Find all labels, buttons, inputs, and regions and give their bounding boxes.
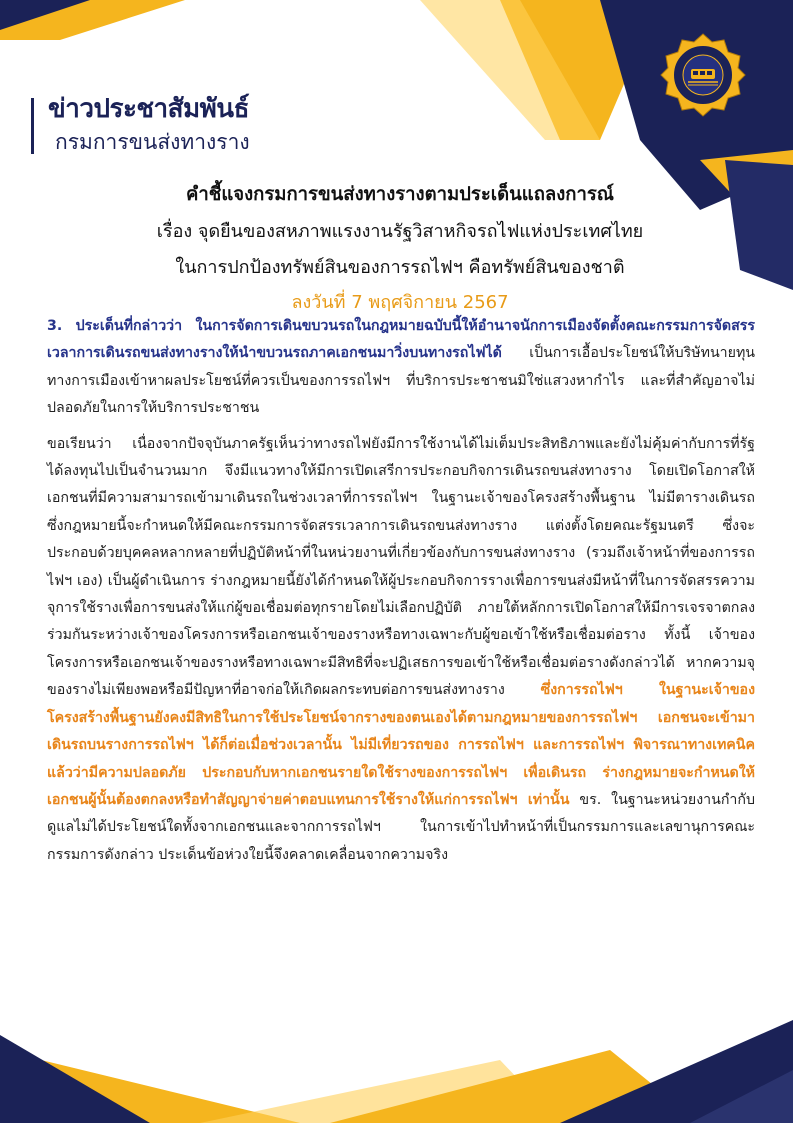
paragraph-1 bbox=[47, 313, 755, 423]
header-title: ข่าวประชาสัมพันธ์ bbox=[48, 94, 249, 124]
title-line-1: คำชี้แจงกรมการขนส่งทางรางตามประเด็นแถลงการณ์ bbox=[186, 184, 614, 205]
deco-right-navy-2 bbox=[725, 160, 793, 290]
title-line-3: ในการปกป้องทรัพย์สินของการรถไฟฯ คือทรัพย์สินของชาติ bbox=[175, 257, 625, 278]
body-text bbox=[47, 313, 755, 877]
title-line-2: เรื่อง จุดยืนของสหภาพแรงงานรัฐวิสาหกิจรถไฟแห่งประเทศไทย bbox=[156, 221, 644, 242]
paragraph-1-highlight: 3. ประเด็นที่กล่าวว่า ในการจัดการเดินขบวนรถในกฎหมายฉบับนี้ให้อำนาจนักการเมืองจัดตั้งคณะกรรมการจัดสรรเวลาการเดินรถขนส่งทางรางให้นำขบวนรถภาคเอกชนมาวิ่งบนทางรถไฟได้ bbox=[47, 318, 755, 362]
paragraph-2-text: ขอเรียนว่า เนื่องจากปัจจุบันภาครัฐเห็นว่าทางรถไฟยังมีการใช้งานได้ไม่เต็มประสิทธิภาพและยังไม่คุ้มค่ากับการที่รัฐได้ลงทุนไปเป็นจำนวนมาก จึงมีแนวทางให้มีการเปิดเสรีการประกอบกิจการเดินรถขนส่งทางราง โดยเปิดโอกาสให้เอกชนที่มีความสามารถเข้ามาเดินรถในช่วงเวลาที่การรถไฟฯ ในฐานะเจ้าของโครงสร้างพื้นฐาน ไม่มีตารางเดินรถ ซึ่งกฎหมายนี้จะกำหนดให้มีคณะกรรมการจัดสรรเวลาการเดินรถขนส่งทางราง แต่งตั้งโดยคณะรัฐมนตรี ซึ่งจะประกอบด้วยบุคคลหลากหลายที่ปฏิบัติหน้าที่ในหน่วยงานที่เกี่ยวข้องกับการขนส่งทางราง (รวมถึงเจ้าหน้าที่ของการรถไฟฯ เอง) เป็นผู้ดำเนินการ ร่างกฎหมายนี้ยังได้กำหนดให้ผู้ประกอบกิจการรางเพื่อการขนส่งมีหน้าที่ในการจัดสรรความจุการใช้รางเพื่อการขนส่งให้แก่ผู้ขอเชื่อมต่อทุกรายโดยไม่เลือกปฏิบัติ ภายใต้หลักการเปิดโอกาสให้มีการเจรจาตกลงร่วมกันระหว่างเจ้าของโครงการหรือเอกชนเจ้าของรางหรือทางเฉพาะกับผู้ขอเข้าใช้หรือเชื่อมต่อราง ทั้งนี้ เจ้าของโครงการหรือเอกชนเจ้าของรางหรือทางเฉพาะมีสิทธิที่จะปฏิเสธการขอเข้าใช้หรือเชื่อมต่อรางดังกล่าวได้ หากความจุของรางไม่เพียงพอหรือมีปัญหาที่อาจก่อให้เกิดผลกระทบต่อการขนส่งทางราง bbox=[47, 435, 755, 699]
header-subtitle: กรมการขนส่งทางราง bbox=[55, 130, 250, 154]
paragraph-2-end: ขร. ในฐานะหน่วยงานกำกับดูแลไม่ได้ประโยชน์ใดทั้งจากเอกชนและจากการรถไฟฯ ในการเข้าไปทำหน้าที่เป็นกรรมการและเลขานุการคณะกรรมการดังกล่าว ประเด็นข้อห่วงใยนี้จึงคลาดเคลื่อนจากความจริง bbox=[47, 791, 755, 863]
title-date: ลงวันที่ 7 พฤศจิกายน 2567 bbox=[291, 292, 509, 313]
header-accent-bar bbox=[31, 98, 34, 154]
deco-bottom-navy-1 bbox=[0, 1035, 150, 1123]
department-seal-icon bbox=[660, 32, 746, 118]
paragraph-1-text: เป็นการเอื้อประโยชน์ให้บริษัทนายทุนทางการเมืองเข้าหาผลประโยชน์ที่ควรเป็นของการรถไฟฯ ที่บริการประชาชนมิใช่แสวงหากำไร และที่สำคัญอาจไม่ปลอดภัยในการให้บริการประชาชน bbox=[47, 345, 755, 417]
paragraph-2 bbox=[47, 431, 755, 870]
title-block bbox=[80, 176, 720, 320]
paragraph-2-highlight: ซึ่งการรถไฟฯ ในฐานะเจ้าของโครงสร้างพื้นฐานยังคงมีสิทธิในการใช้ประโยชน์จากรางของตนเองได้ตามกฎหมายของการรถไฟฯ เอกชนจะเข้ามาเดินรถบนรางการรถไฟฯ ได้ก็ต่อเมื่อช่วงเวลานั้น ไม่มีเที่ยวรถของ การรถไฟฯ และการรถไฟฯ พิจารณาทางเทคนิคแล้วว่ามีความปลอดภัย ประกอบกับหากเอกชนรายใดใช้รางของการรถไฟฯ เพื่อเดินรถ ร่างกฎหมายจะกำหนดให้เอกชนผู้นั้นต้องตกลงหรือทำสัญญาจ่ายค่าตอบแทนการใช้รางให้แก่การรถไฟฯ เท่านั้น bbox=[47, 682, 756, 808]
